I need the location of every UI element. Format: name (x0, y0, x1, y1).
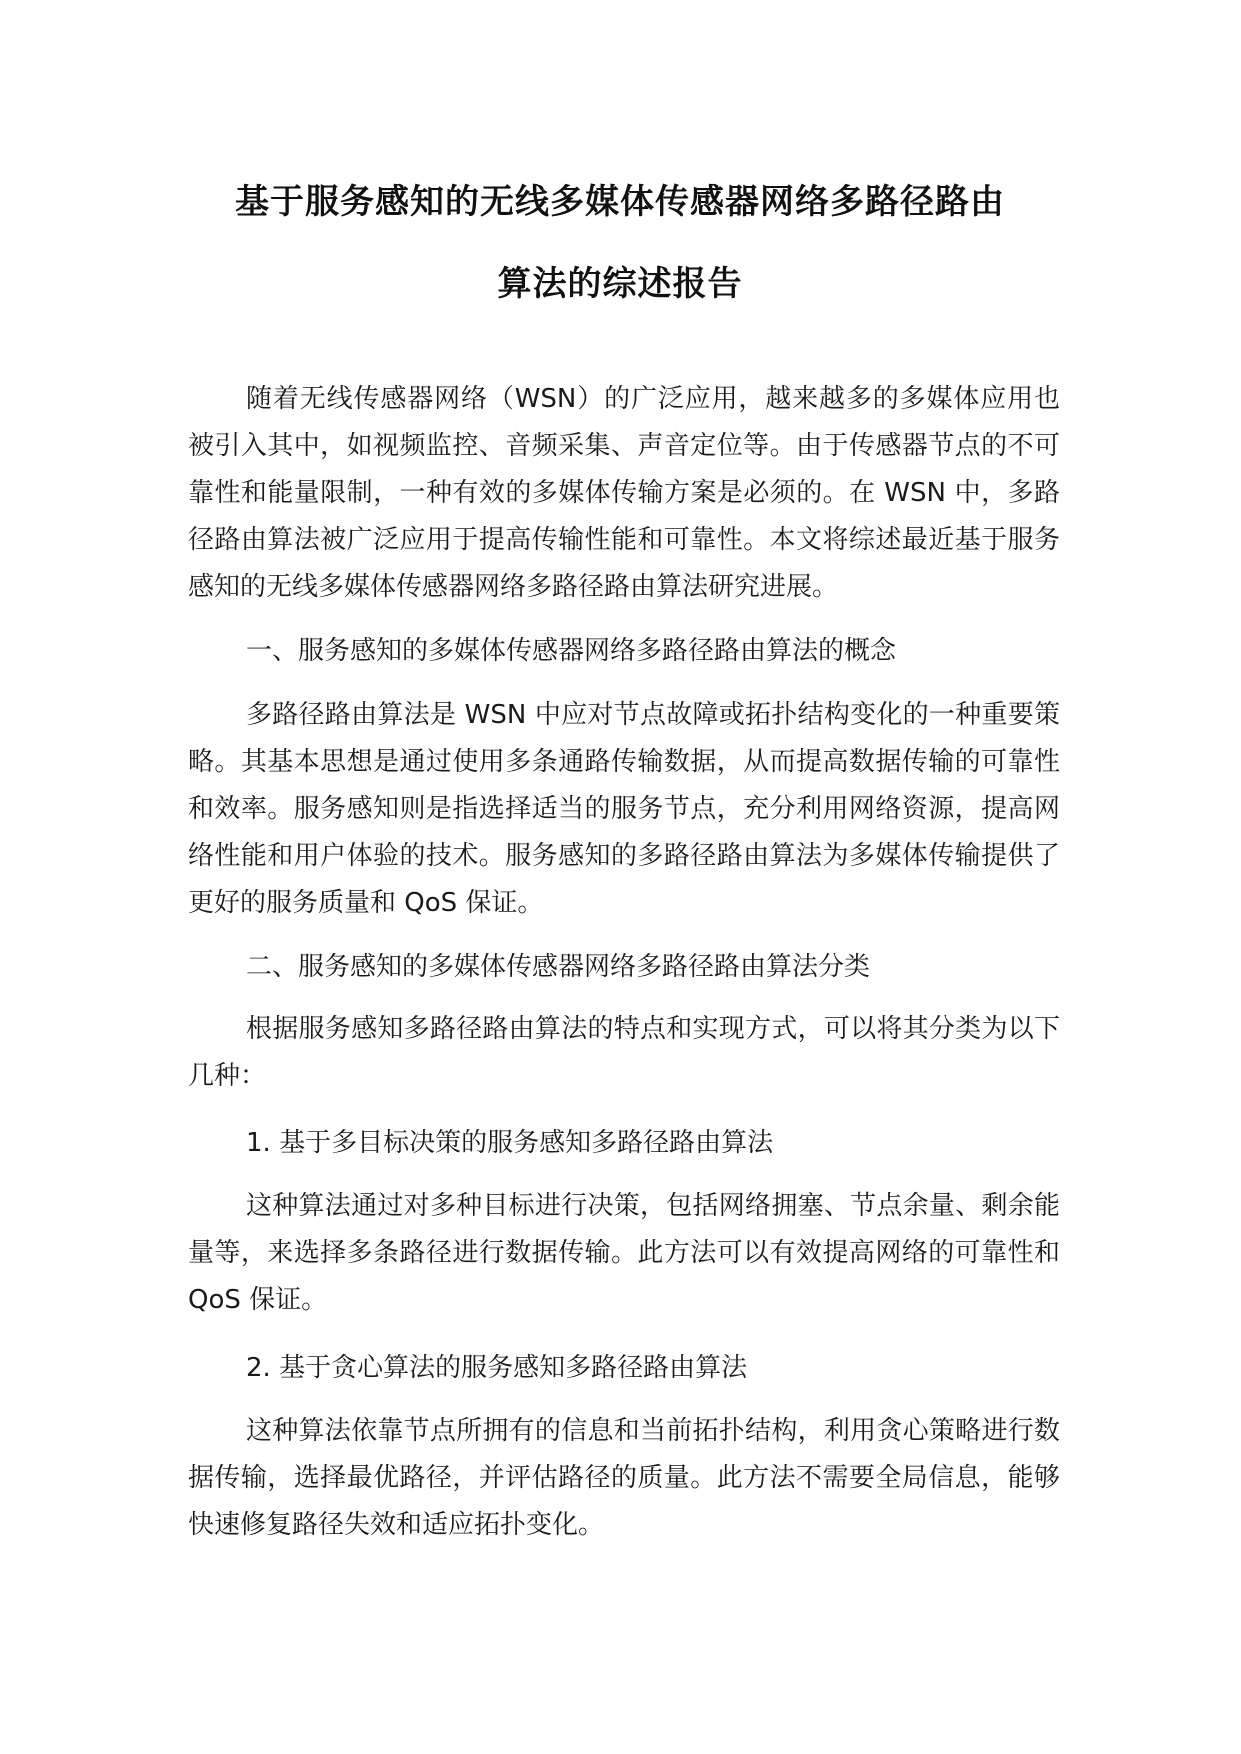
item-1-heading: 1. 基于多目标决策的服务感知多路径路由算法 (246, 1128, 774, 1158)
section-2-paragraph: 根据服务感知多路径路由算法的特点和实现方式，可以将其分类为以下几种： (188, 1014, 1060, 1091)
document-title-line-1: 基于服务感知的无线多媒体传感器网络多路径路由 (235, 182, 1005, 222)
document-title-line-2: 算法的综述报告 (497, 264, 743, 304)
section-1-paragraph: 多路径路由算法是 WSN 中应对节点故障或拓扑结构变化的一种重要策略。其基本思想是通过使用多条通路传输数据，从而提高数据传输的可靠性和效率。服务感知则是指选择适当的服务节点，充分利用网络资源，提高网络性能和用户体验的技术。服务感知的多路径路由算法为多媒体传输提供了更好的服务质量和 QoS 保证。 (188, 700, 1060, 918)
item-1-paragraph: 这种算法通过对多种目标进行决策，包括网络拥塞、节点余量、剩余能量等，来选择多条路径进行数据传输。此方法可以有效提高网络的可靠性和 QoS 保证。 (188, 1191, 1060, 1315)
item-2-paragraph: 这种算法依靠节点所拥有的信息和当前拓扑结构，利用贪心策略进行数据传输，选择最优路径，并评估路径的质量。此方法不需要全局信息，能够快速修复路径失效和适应拓扑变化。 (188, 1416, 1060, 1540)
section-2-heading: 二、服务感知的多媒体传感器网络多路径路由算法分类 (246, 952, 871, 982)
section-1-heading: 一、服务感知的多媒体传感器网络多路径路由算法的概念 (246, 636, 897, 666)
intro-paragraph: 随着无线传感器网络（WSN）的广泛应用，越来越多的多媒体应用也被引入其中，如视频监控、音频采集、声音定位等。由于传感器节点的不可靠性和能量限制，一种有效的多媒体传输方案是必须的。在 WSN 中，多路径路由算法被广泛应用于提高传输性能和可靠性。本文将综述最近基于服务感知的无线多媒体传感器网络多路径路由算法研究进展。 (188, 384, 1060, 602)
item-2-heading: 2. 基于贪心算法的服务感知多路径路由算法 (246, 1353, 748, 1383)
